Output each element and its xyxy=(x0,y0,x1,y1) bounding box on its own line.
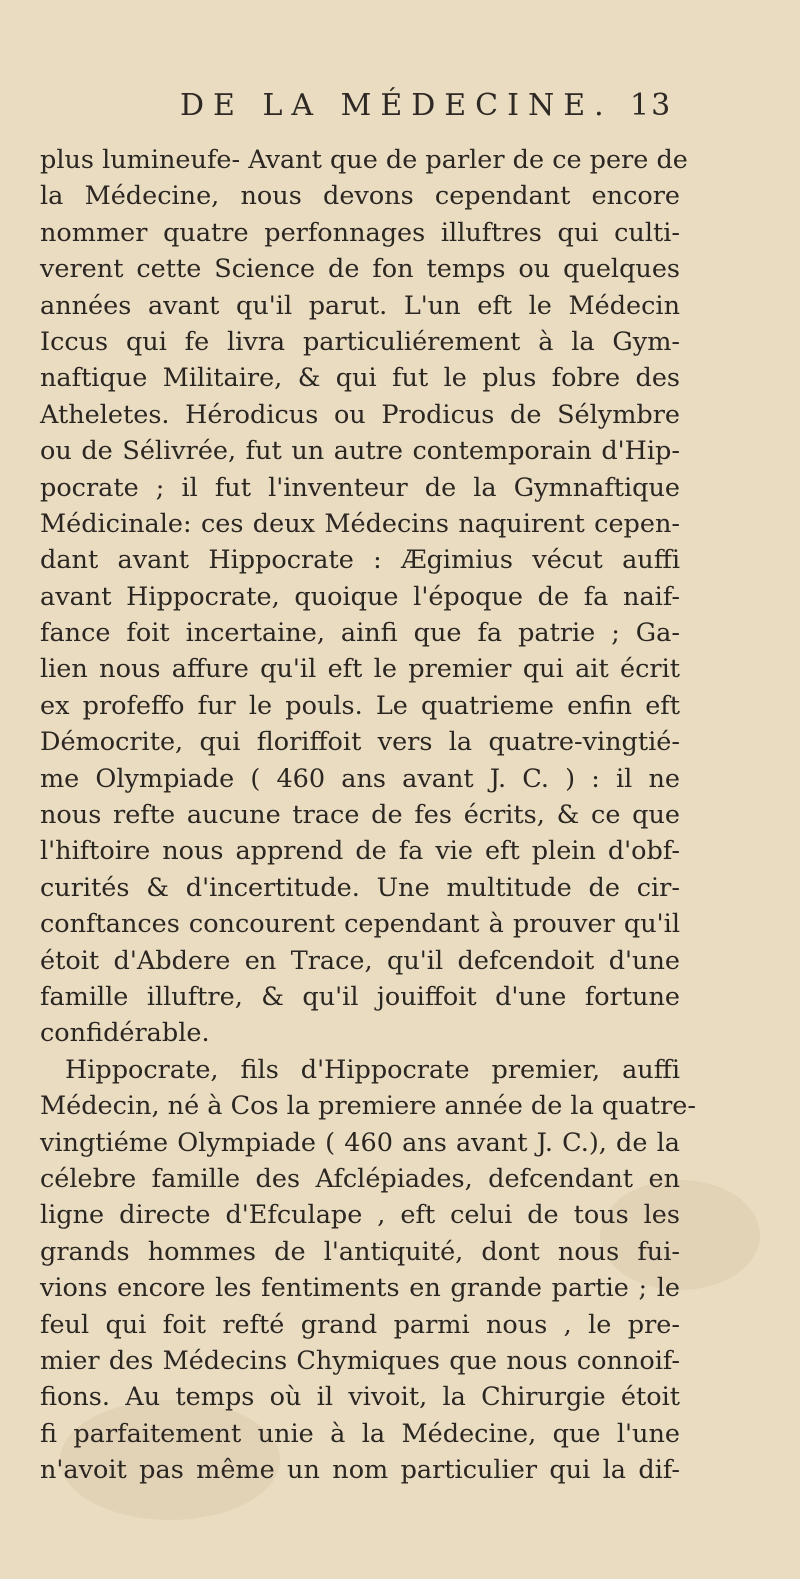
text-line: lien nous affure qu'il eft le premier qui ait écrit xyxy=(40,654,680,685)
text-line: Hippocrate, fils d'Hippocrate premier, auffi xyxy=(65,1054,680,1085)
text-line: étoit d'Abdere en Trace, qu'il defcendoit d'une xyxy=(40,945,680,976)
text-line: célebre famille des Afclépiades, defcendant en xyxy=(40,1163,680,1194)
text-line: fi parfaitement unie à la Médecine, que l'une xyxy=(40,1418,680,1449)
text-line: avant Hippocrate, quoique l'époque de fa naif- xyxy=(40,581,680,612)
paragraph-1 xyxy=(40,142,688,1052)
text-line: années avant qu'il parut. L'un eft le Médecin xyxy=(40,290,680,321)
text-line: nommer quatre perfonnages illuftres qui culti- xyxy=(40,217,680,248)
text-line: vingtiéme Olympiade ( 460 ans avant J. C.), de la xyxy=(40,1127,680,1158)
page-number: 13 xyxy=(630,88,673,123)
text-line: la Médecine, nous devons cependant encore xyxy=(40,181,680,212)
text-line: pocrate ; il fut l'inventeur de la Gymnaftique xyxy=(40,472,680,503)
text-line: me Olympiade ( 460 ans avant J. C. ) : il ne xyxy=(40,763,680,794)
text-line: ex profeffo fur le pouls. Le quatrieme enfin eft xyxy=(40,690,680,721)
text-line: Démocrite, qui floriffoit vers la quatre-vingtié- xyxy=(40,727,680,758)
text-line: feul qui foit refté grand parmi nous , le pre- xyxy=(40,1309,680,1340)
text-line: famille illuftre, & qu'il jouiffoit d'une fortune xyxy=(40,981,680,1012)
text-line: naftique Militaire, & qui fut le plus fobre des xyxy=(40,363,680,394)
running-head-title: DE LA MÉDECINE. xyxy=(180,88,613,123)
text-line: grands hommes de l'antiquité, dont nous fui- xyxy=(40,1236,680,1267)
text-line: l'hiftoire nous apprend de fa vie eft plein d'obf- xyxy=(40,836,680,867)
paragraph-2 xyxy=(40,1052,696,1489)
text-line: Atheletes. Hérodicus ou Prodicus de Sélymbre xyxy=(40,399,680,430)
text-line: Médicinale: ces deux Médecins naquirent cepen- xyxy=(40,508,680,539)
text-line: Iccus qui fe livra particuliérement à la Gym- xyxy=(40,326,680,357)
text-line: ligne directe d'Efculape , eft celui de tous les xyxy=(40,1200,680,1231)
body-text xyxy=(40,142,696,1488)
text-line: fions. Au temps où il vivoit, la Chirurgie étoit xyxy=(40,1382,680,1413)
text-line: confidérable. xyxy=(40,1018,210,1049)
text-line: dant avant Hippocrate : Ægimius vécut auffi xyxy=(40,545,680,576)
text-line: Médecin, né à Cos la premiere année de la quatre- xyxy=(40,1091,696,1122)
text-line: curités & d'incertitude. Une multitude de cir- xyxy=(40,872,680,903)
text-line: fance foit incertaine, ainfi que fa patrie ; Ga- xyxy=(40,618,680,649)
text-line: nous refte aucune trace de fes écrits, & ce que xyxy=(40,800,680,831)
text-line: ou de Sélivrée, fut un autre contemporain d'Hip- xyxy=(40,436,680,467)
text-line: verent cette Science de fon temps ou quelques xyxy=(40,254,680,285)
text-line: conftances concourent cependant à prouver qu'il xyxy=(40,909,680,940)
running-header xyxy=(180,88,673,134)
text-line: n'avoit pas même un nom particulier qui la dif- xyxy=(40,1455,680,1486)
text-line: plus lumineufe- Avant que de parler de ce pere de xyxy=(40,145,688,175)
text-line: mier des Médecins Chymiques que nous connoif- xyxy=(40,1345,680,1376)
text-line: vions encore les fentiments en grande partie ; le xyxy=(40,1273,680,1304)
